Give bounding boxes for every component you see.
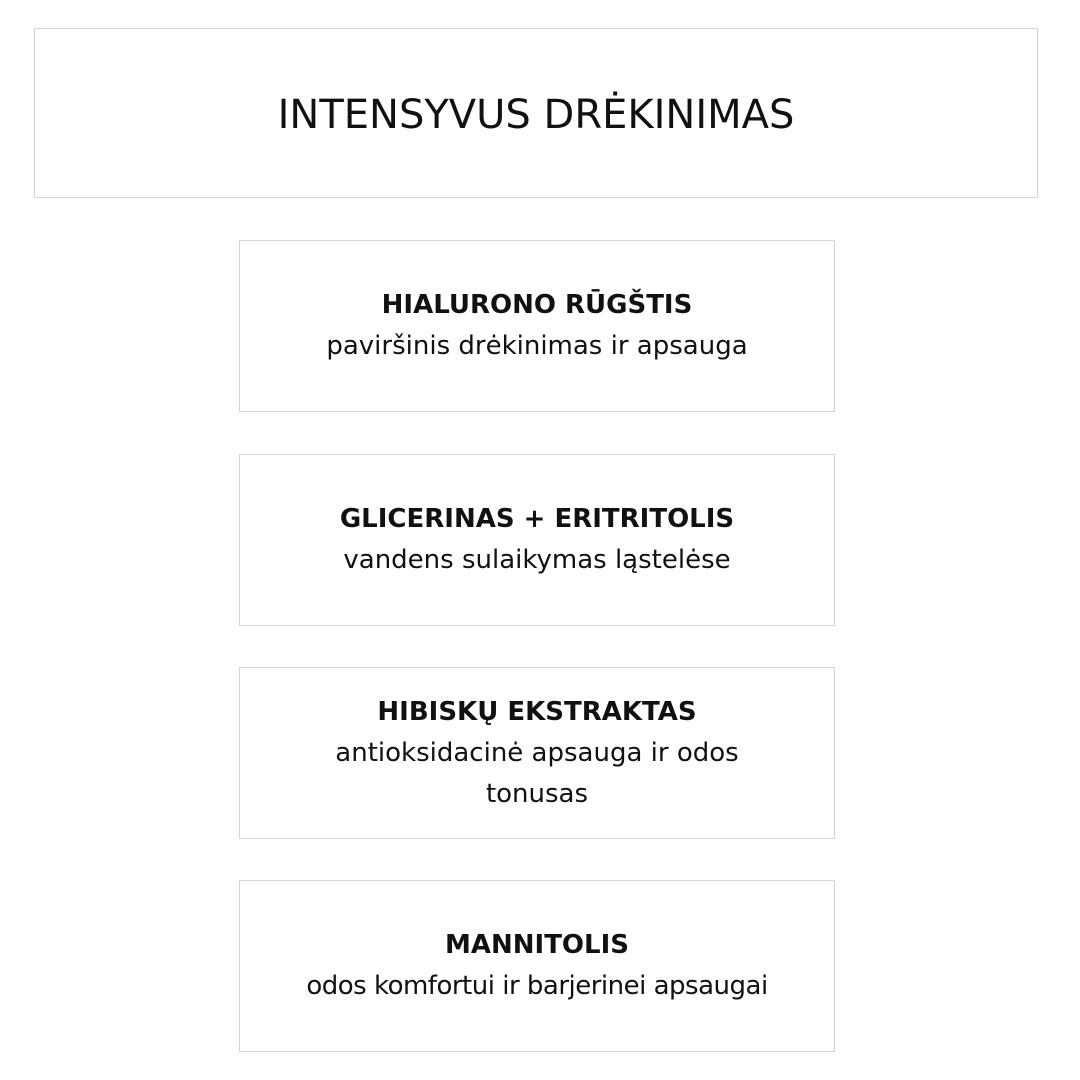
ingredient-name: MANNITOLIS [445,930,629,960]
ingredient-name: HIBISKŲ EKSTRAKTAS [377,696,697,727]
ingredient-card-hyaluronic-acid [239,240,835,412]
title-panel [34,28,1038,198]
ingredient-name: HIALURONO RŪGŠTIS [381,290,693,320]
ingredient-description: odos komfortui ir barjerinei apsaugai [306,971,768,1001]
ingredient-description: antioksidacinė apsauga ir odos tonusas [335,737,739,809]
ingredient-name: GLICERINAS + ERITRITOLIS [339,504,735,534]
ingredient-description: vandens sulaikymas ląstelėse [343,545,731,575]
ingredient-card-glycerin-erythritol [239,454,835,626]
ingredient-card-hibiscus-extract [239,667,835,839]
ingredient-card-mannitol [239,880,835,1052]
ingredient-description: paviršinis drėkinimas ir apsauga [326,331,748,361]
page-title: INTENSYVUS DRĖKINIMAS [277,92,795,138]
